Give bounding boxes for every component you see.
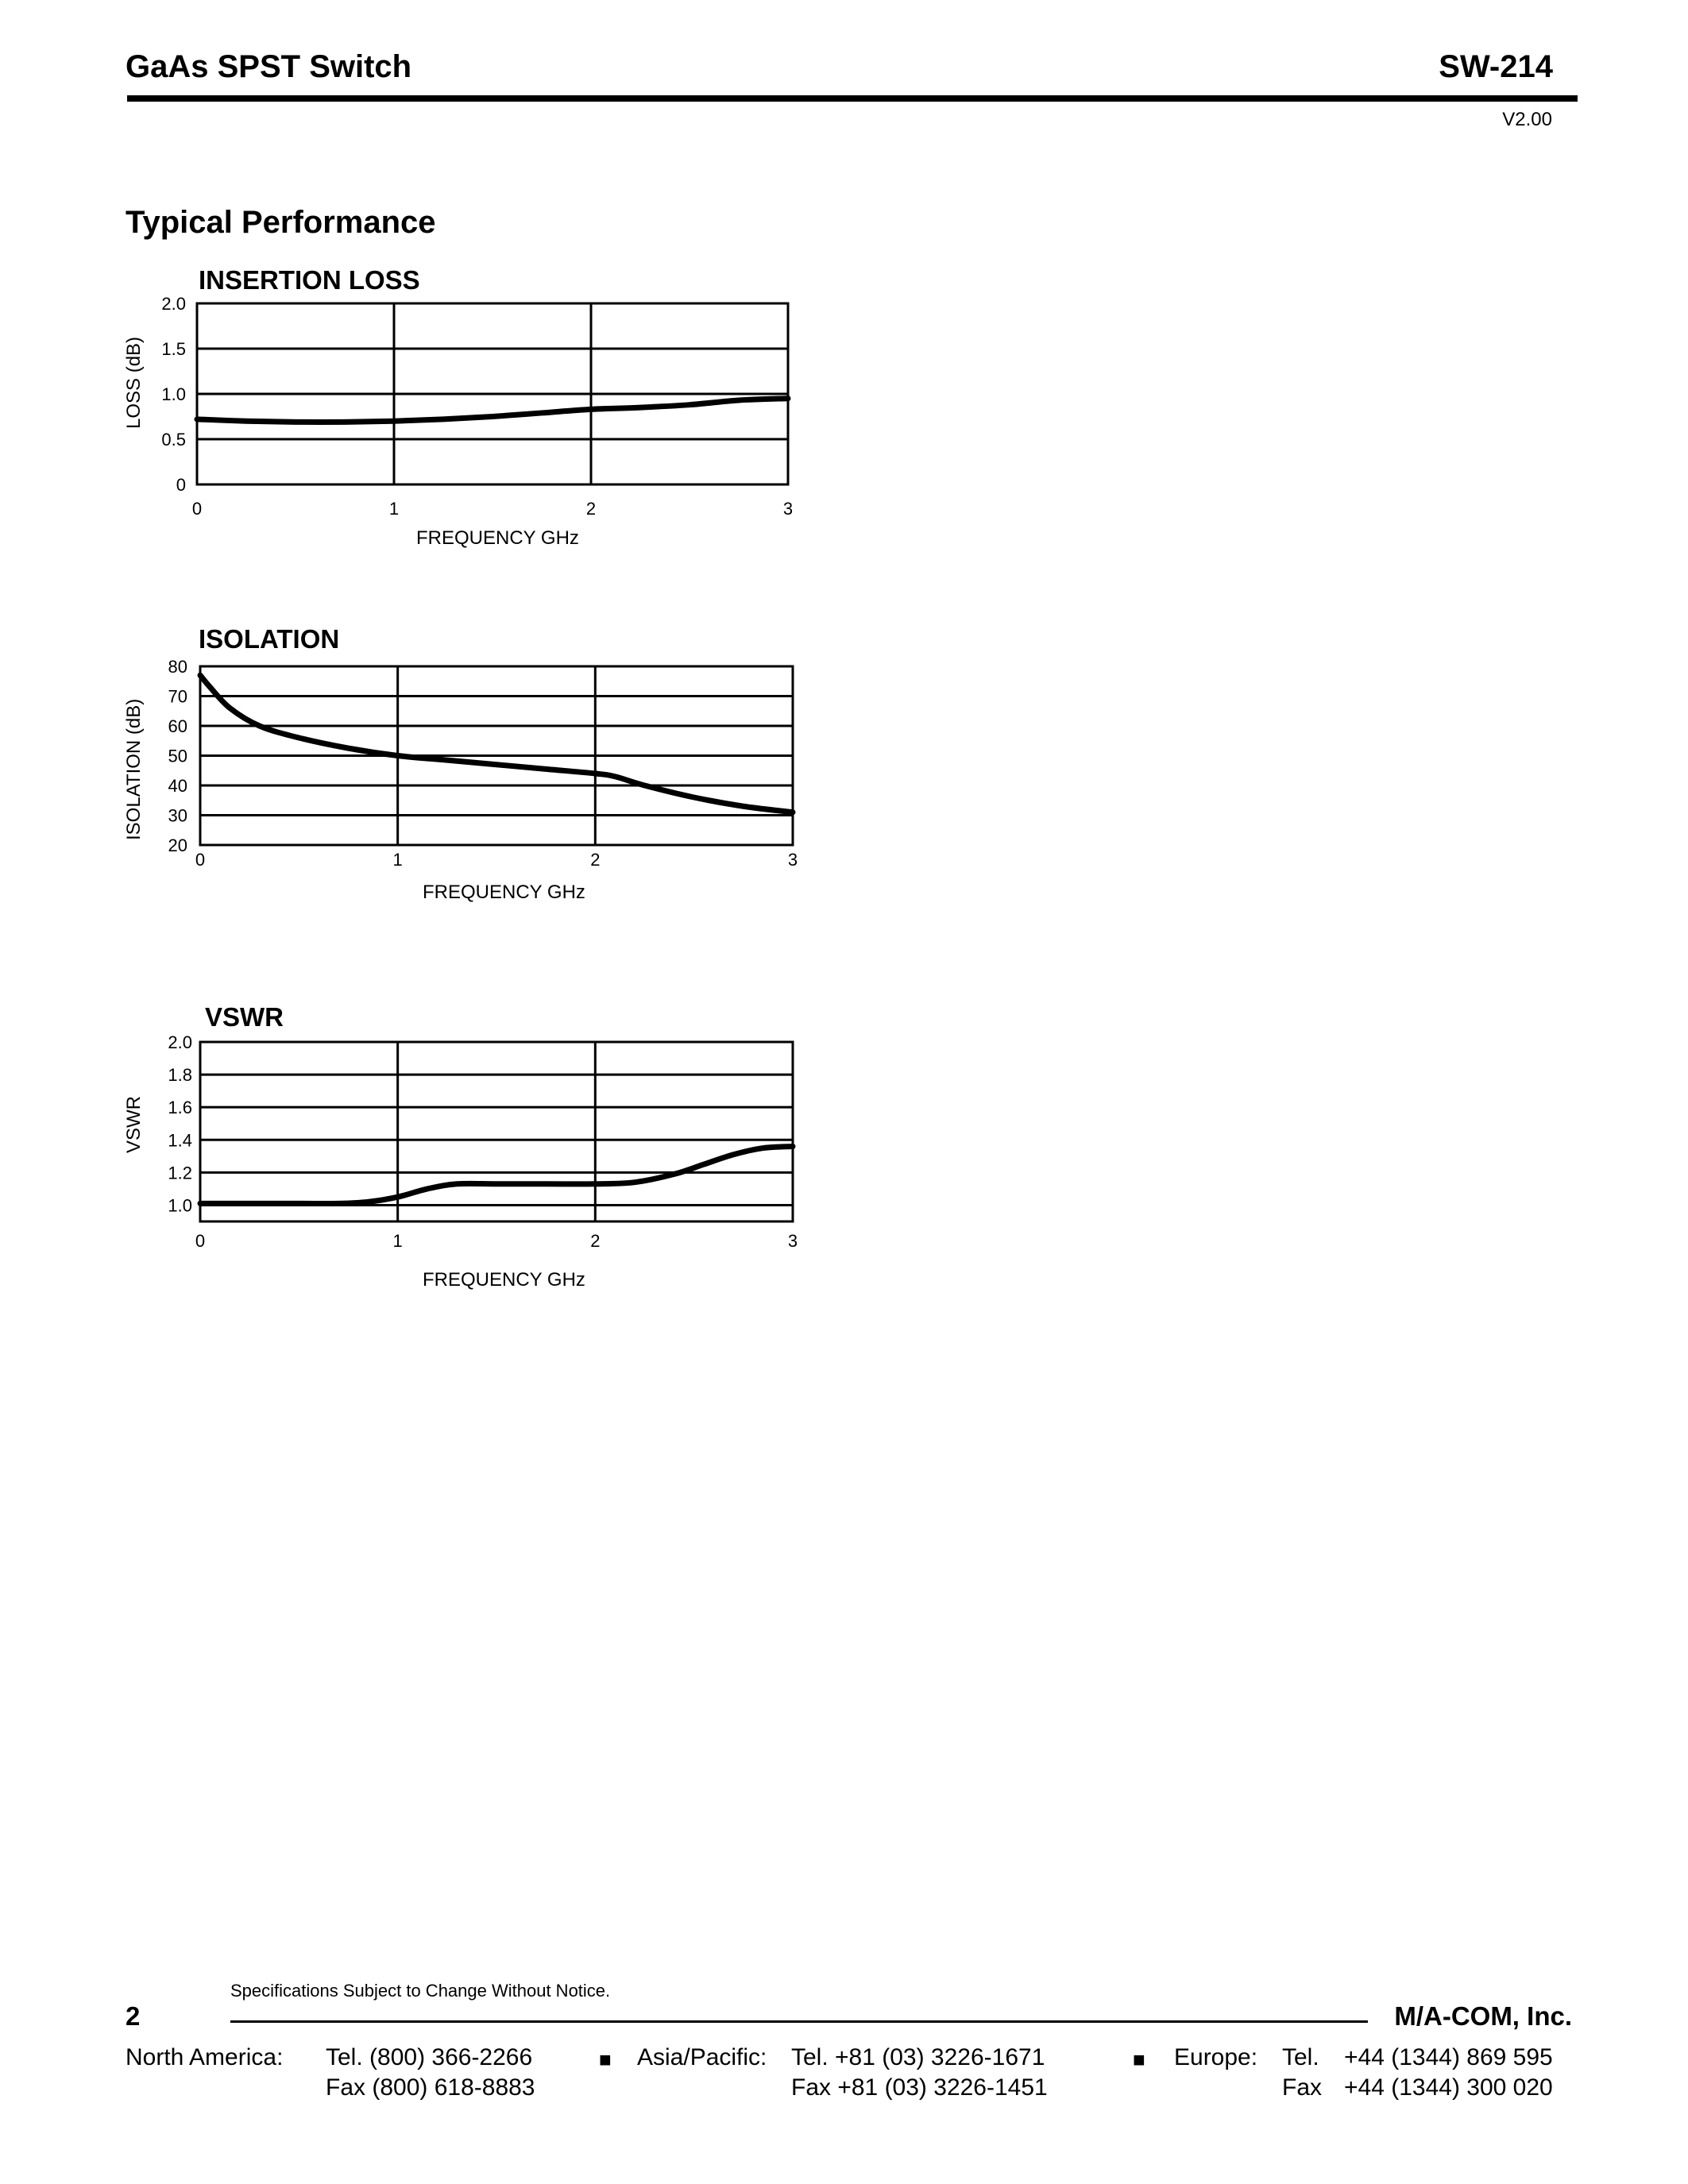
y-tick-label: 0 xyxy=(176,475,186,495)
x-tick-label: 3 xyxy=(787,850,798,870)
x-tick-label: 2 xyxy=(585,499,597,519)
x-tick-label: 3 xyxy=(782,499,794,519)
section-title: Typical Performance xyxy=(126,205,436,240)
y-tick-label: 20 xyxy=(168,835,187,855)
y-tick-label: 1.5 xyxy=(161,339,186,359)
plot-frame xyxy=(197,303,788,484)
y-tick-label: 1.2 xyxy=(168,1163,192,1183)
y-tick-label: 1.6 xyxy=(168,1098,192,1118)
chart-title-vswr: VSWR xyxy=(205,1002,284,1032)
y-tick-label: 40 xyxy=(168,776,187,796)
x-tick-label: 1 xyxy=(392,1231,403,1251)
plot-frame xyxy=(200,1042,793,1221)
europe-tel: +44 (1344) 869 595 xyxy=(1344,2044,1553,2070)
north-america-tel: Tel. (800) 366-2266 xyxy=(326,2044,533,2070)
page-number: 2 xyxy=(126,2001,141,2031)
x-tick-label: 1 xyxy=(388,499,400,519)
north-america-fax: Fax (800) 618-8883 xyxy=(326,2074,535,2101)
asia-pacific-fax: Fax +81 (03) 3226-1451 xyxy=(791,2074,1048,2101)
x-axis-label-vswr: FREQUENCY GHz xyxy=(423,1269,585,1291)
y-tick-label: 1.0 xyxy=(168,1195,192,1216)
series-line xyxy=(200,675,793,812)
y-tick-label: 60 xyxy=(168,716,187,736)
series-line xyxy=(200,1146,793,1203)
region-europe: Europe: xyxy=(1174,2044,1258,2070)
y-tick-label: 2.0 xyxy=(161,294,186,314)
region-north-america: North America: xyxy=(126,2044,284,2070)
y-axis-label-insertion-loss: LOSS (dB) xyxy=(123,336,145,429)
chart-title-insertion-loss: INSERTION LOSS xyxy=(199,265,420,295)
x-axis-label-isolation: FREQUENCY GHz xyxy=(423,882,585,903)
x-tick-label: 0 xyxy=(195,850,206,870)
disclaimer-note: Specifications Subject to Change Without Notice. xyxy=(230,1981,611,2001)
y-tick-label: 30 xyxy=(168,805,187,826)
y-tick-label: 1.0 xyxy=(161,384,186,404)
version-label: V2.00 xyxy=(1502,109,1552,130)
x-tick-label: 2 xyxy=(590,850,601,870)
y-tick-label: 1.4 xyxy=(168,1130,192,1151)
x-tick-label: 0 xyxy=(195,1231,206,1251)
europe-fax-label: Fax xyxy=(1282,2074,1323,2101)
asia-pacific-tel: Tel. +81 (03) 3226-1671 xyxy=(791,2044,1045,2070)
plot-frame xyxy=(200,666,793,845)
y-tick-label: 50 xyxy=(168,746,187,766)
part-number: SW-214 xyxy=(1439,49,1553,84)
document-title: GaAs SPST Switch xyxy=(126,49,412,84)
bullet-separator: ■ xyxy=(1133,2047,1145,2071)
footer-rule xyxy=(230,2020,1368,2023)
header-rule xyxy=(127,95,1578,102)
x-tick-label: 1 xyxy=(392,850,403,870)
y-tick-label: 0.5 xyxy=(161,430,186,450)
y-tick-label: 1.8 xyxy=(168,1065,192,1086)
x-tick-label: 0 xyxy=(191,499,203,519)
y-axis-label-vswr: VSWR xyxy=(123,1096,145,1153)
y-tick-label: 70 xyxy=(168,686,187,707)
region-asia-pacific: Asia/Pacific: xyxy=(637,2044,767,2070)
series-line xyxy=(197,399,788,423)
y-axis-label-isolation: ISOLATION (dB) xyxy=(123,698,145,840)
chart-title-isolation: ISOLATION xyxy=(199,624,340,654)
x-tick-label: 2 xyxy=(590,1231,601,1251)
europe-fax: +44 (1344) 300 020 xyxy=(1344,2074,1553,2101)
bullet-separator: ■ xyxy=(599,2047,612,2071)
europe-tel-label: Tel. xyxy=(1282,2044,1319,2070)
y-tick-label: 2.0 xyxy=(168,1032,192,1052)
company-name: M/A-COM, Inc. xyxy=(1394,2001,1572,2031)
x-axis-label-insertion-loss: FREQUENCY GHz xyxy=(416,527,579,549)
y-tick-label: 80 xyxy=(168,657,187,677)
x-tick-label: 3 xyxy=(787,1231,798,1251)
